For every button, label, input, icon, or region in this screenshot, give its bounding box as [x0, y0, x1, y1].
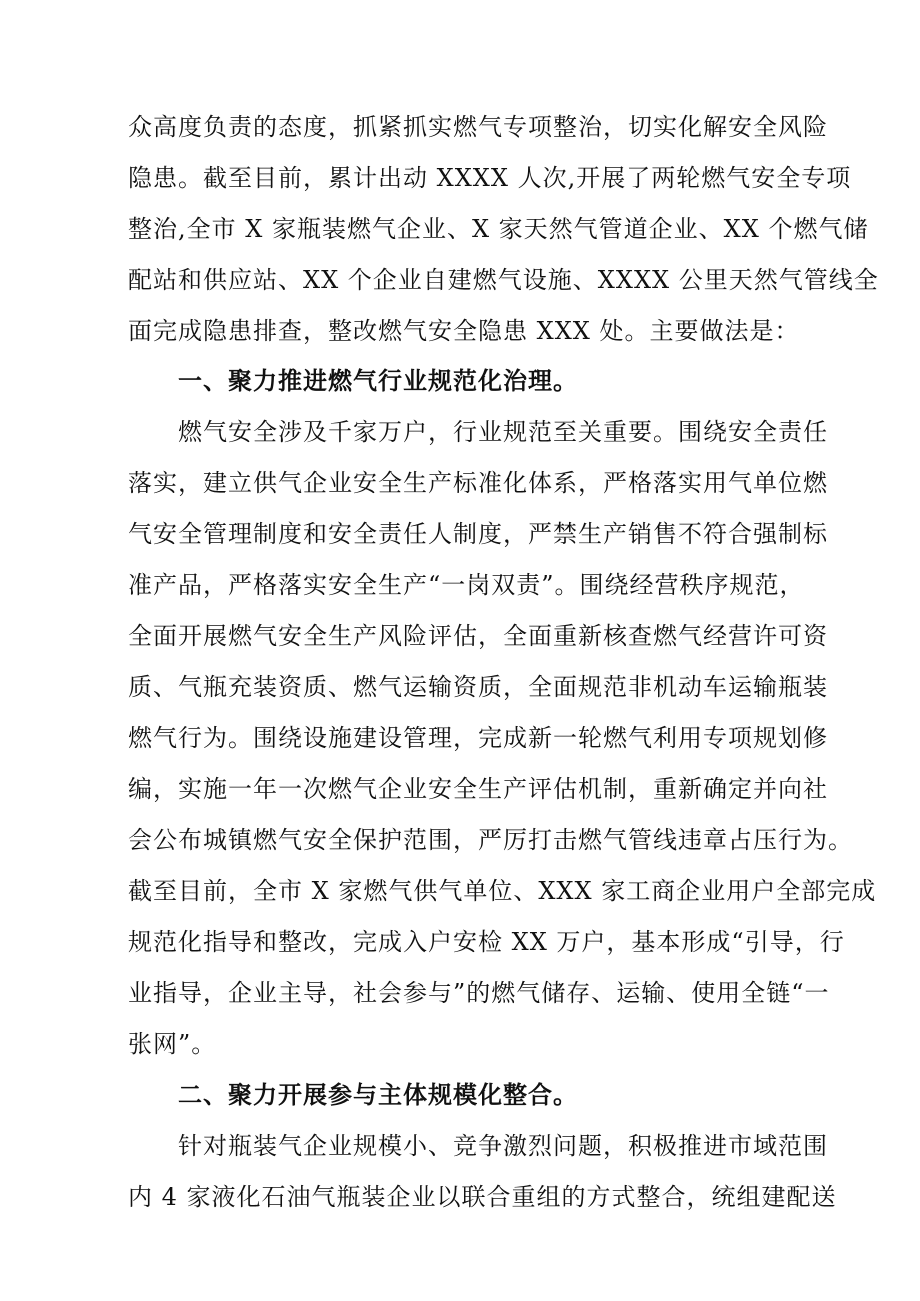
paragraph-line: 针对瓶装气企业规模小、竞争激烈问题，积极推进市域范围: [178, 1132, 828, 1160]
paragraph-line: 气安全管理制度和安全责任人制度，严禁生产销售不符合强制标: [128, 520, 828, 548]
paragraph-line: 截至目前，全市 X 家燃气供气单位、XXX 家工商企业用户全部完成: [128, 877, 877, 905]
section-heading: 二、聚力开展参与主体规模化整合。: [178, 1081, 578, 1109]
intro-line: 面完成隐患排查，整改燃气安全隐患 XXX 处。主要做法是：: [128, 317, 800, 345]
intro-line: 整治,全市 X 家瓶装燃气企业、X 家天然气管道企业、XX 个燃气储: [128, 215, 869, 243]
paragraph-line: 内 4 家液化石油气瓶装企业以联合重组的方式整合，统组建配送: [128, 1183, 837, 1211]
paragraph-line: 张网”。: [128, 1030, 217, 1058]
paragraph-line: 全面开展燃气安全生产风险评估，全面重新核查燃气经营许可资: [128, 622, 828, 650]
paragraph-line: 编，实施一年一次燃气企业安全生产评估机制，重新确定并向社: [128, 775, 828, 803]
paragraph-line: 燃气安全涉及千家万户，行业规范至关重要。围绕安全责任: [178, 418, 828, 446]
paragraph-line: 落实，建立供气企业安全生产标准化体系，严格落实用气单位燃: [128, 469, 828, 497]
paragraph-line: 质、气瓶充装资质、燃气运输资质，全面规范非机动车运输瓶装: [128, 673, 828, 701]
intro-line: 众高度负责的态度，抓紧抓实燃气专项整治，切实化解安全风险: [128, 113, 828, 141]
paragraph-line: 规范化指导和整改，完成入户安检 XX 万户，基本形成“引导，行: [128, 928, 845, 956]
intro-line: 隐患。截至目前，累计出动 XXXX 人次,开展了两轮燃气安全专项: [128, 164, 852, 192]
paragraph-line: 业指导，企业主导，社会参与”的燃气储存、运输、使用全链“一: [128, 979, 830, 1007]
section-heading: 一、聚力推进燃气行业规范化治理。: [178, 367, 578, 395]
paragraph-line: 会公布城镇燃气安全保护范围，严厉打击燃气管线违章占压行为。: [128, 826, 853, 854]
intro-line: 配站和供应站、XX 个企业自建燃气设施、XXXX 公里天然气管线全: [128, 266, 879, 294]
paragraph-line: 准产品，严格落实安全生产“一岗双责”。围绕经营秩序规范，: [128, 571, 805, 599]
paragraph-line: 燃气行为。围绕设施建设管理，完成新一轮燃气利用专项规划修: [128, 724, 828, 752]
